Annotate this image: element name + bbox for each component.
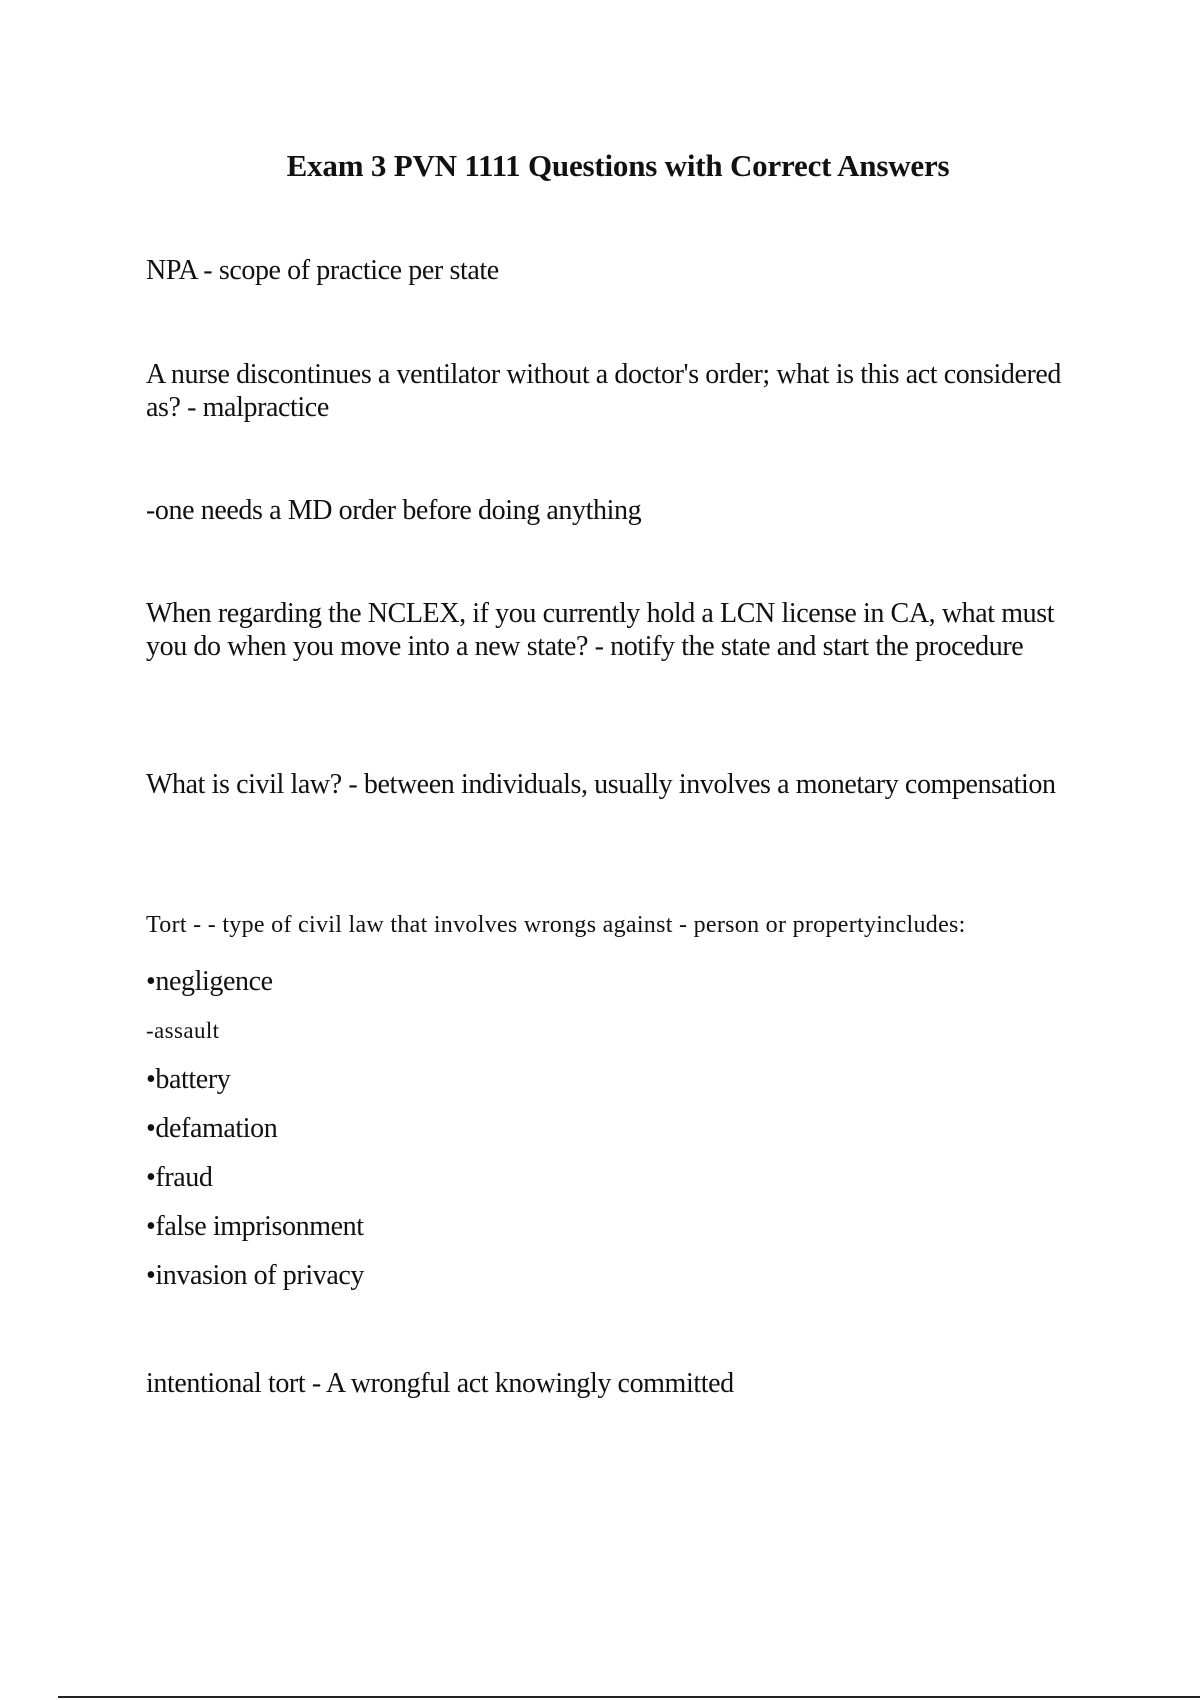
list-item: •false imprisonment (146, 1211, 364, 1242)
tort-list (146, 957, 364, 1300)
list-item: •battery (146, 1064, 231, 1095)
tort-heading: Tort - - type of civil law that involves wrongs against - person or propertyincludes: (146, 912, 966, 938)
list-item: •defamation (146, 1113, 278, 1144)
paragraph-npa: NPA - scope of practice per state (146, 255, 499, 286)
paragraph-ventilator-question: A nurse discontinues a ventilator without a doctor's order; what is this act considered as? - malpractice (146, 359, 1062, 423)
paragraph-md-order: -one needs a MD order before doing anything (146, 495, 642, 526)
list-item: •invasion of privacy (146, 1260, 364, 1291)
list-item: •negligence (146, 966, 273, 997)
list-item: •fraud (146, 1162, 213, 1193)
document-title: Exam 3 PVN 1111 Questions with Correct Answers (286, 148, 950, 183)
paragraph-intentional-tort: intentional tort - A wrongful act knowingly committed (146, 1368, 734, 1399)
list-item: -assault (146, 1018, 220, 1043)
paragraph-nclex-question: When regarding the NCLEX, if you currently hold a LCN license in CA, what must you do when you move into a new state? - notify the state and start the procedure (146, 598, 1055, 662)
page-bottom-divider (58, 1696, 1200, 1698)
paragraph-civil-law: What is civil law? - between individuals, usually involves a monetary compensation (146, 769, 1056, 800)
